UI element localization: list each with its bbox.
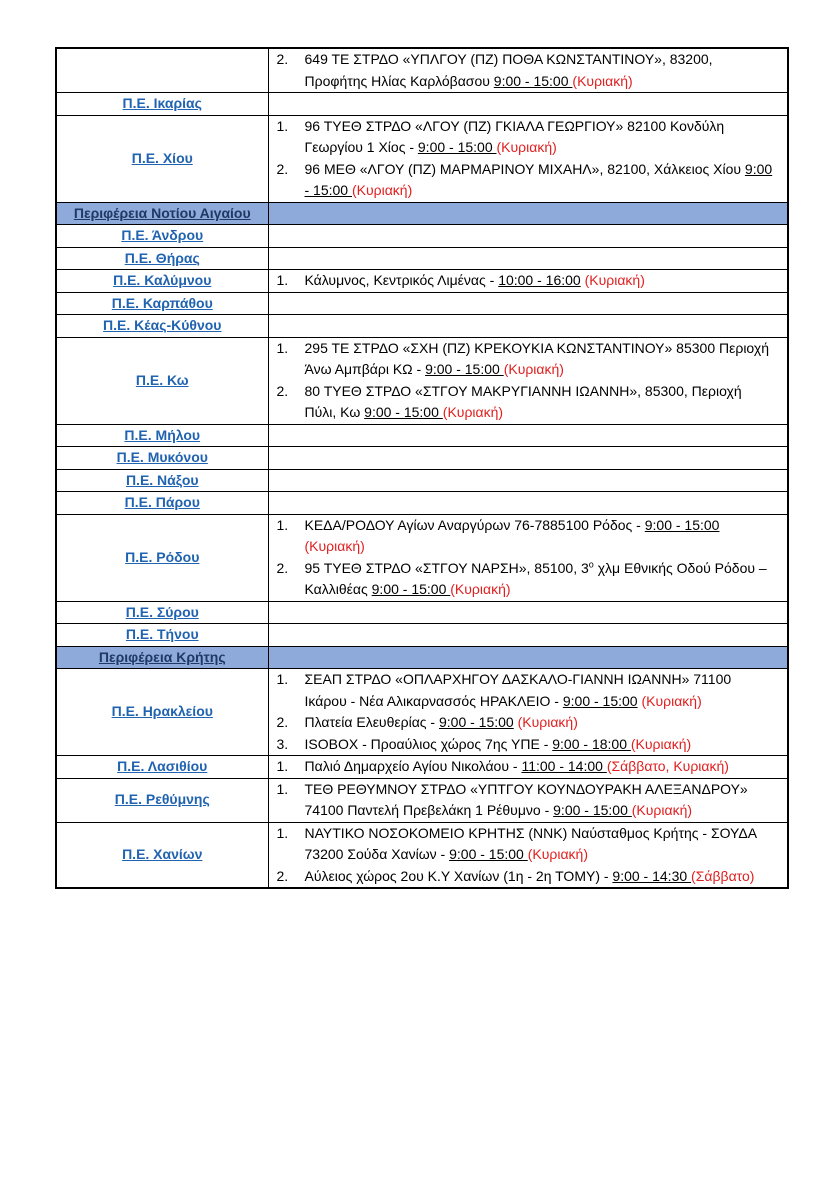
time-range: 10:00 - 16:00 — [498, 272, 581, 288]
regional-unit-cell — [56, 624, 268, 647]
list-item-text — [305, 823, 778, 866]
regional-unit-cell — [56, 115, 268, 202]
regional-unit-cell — [56, 337, 268, 424]
locations-cell — [268, 756, 788, 779]
regional-unit-link[interactable]: Π.Ε. Άνδρου — [121, 227, 204, 243]
regional-unit-link[interactable]: Π.Ε. Κέας-Κύθνου — [103, 317, 222, 333]
list-item-text — [305, 734, 778, 756]
list-item — [277, 270, 778, 292]
regional-unit-link[interactable]: Π.Ε. Καλύμνου — [113, 272, 212, 288]
regional-unit-link[interactable]: Π.Ε. Σύρου — [125, 603, 199, 620]
list-item-text — [305, 159, 778, 202]
list-item-number: 1. — [276, 671, 289, 687]
table-row — [56, 315, 788, 338]
time-range: 11:00 - 14:00 — [521, 758, 607, 774]
list-item-number: 1. — [276, 272, 289, 288]
regional-unit-cell — [56, 247, 268, 270]
regional-unit-cell — [56, 424, 268, 447]
regional-unit-link[interactable]: Π.Ε. Μήλου — [124, 426, 201, 443]
time-range: 9:00 - 15:00 — [644, 516, 720, 533]
locations-cell — [268, 778, 788, 822]
time-range: 9:00 - 15:00 — [371, 581, 451, 597]
regional-unit-cell — [56, 756, 268, 779]
regions-table — [55, 47, 789, 889]
table-row — [56, 447, 788, 470]
table-row — [56, 469, 788, 492]
regional-unit-link[interactable]: Π.Ε. Ρόδου — [125, 548, 200, 565]
regional-unit-cell — [56, 469, 268, 492]
locations-cell — [268, 270, 788, 293]
list-item — [277, 712, 778, 734]
list-item — [277, 116, 778, 159]
table-row — [56, 514, 788, 601]
location-text: 295 ΤΕ ΣΤΡΔΟ «ΣΧΗ (ΠΖ) ΚΡΕΚΟΥΚΙΑ ΚΩΝΣΤΑΝΤΙΝΟΥ» 85300 Περιοχή Άνω Αμπβάρι ΚΩ - — [304, 339, 769, 377]
day-note: (Κυριακή) — [631, 802, 693, 818]
list-item-text — [305, 779, 778, 822]
locations-cell — [268, 822, 788, 888]
regional-unit-cell — [56, 601, 268, 624]
regional-unit-link[interactable]: Π.Ε. Λασιθίου — [117, 758, 208, 774]
list-item-text — [305, 712, 778, 734]
day-note: (Κυριακή) — [450, 581, 511, 597]
time-range: 9:00 - 15:00 — [425, 361, 504, 377]
locations-cell — [268, 424, 788, 447]
location-text: ΝΑΥΤΙΚΟ ΝΟΣΟΚΟΜΕΙΟ ΚΡΗΤΗΣ (ΝΝΚ) Ναύσταθμος Κρήτης - ΣΟΥΔΑ 73200 Σούδα Χανίων - — [304, 824, 757, 862]
table-row — [56, 48, 788, 93]
list-item — [277, 669, 778, 712]
regional-unit-link[interactable]: Π.Ε. Νάξου — [125, 471, 199, 488]
table-row — [56, 115, 788, 202]
list-item-number: 1. — [276, 780, 289, 797]
regional-unit-link[interactable]: Π.Ε. Θήρας — [124, 249, 200, 266]
regional-unit-link[interactable]: Π.Ε. Κω — [135, 371, 189, 388]
regional-unit-cell — [56, 292, 268, 315]
locations-cell — [268, 247, 788, 270]
region-band-row — [56, 202, 788, 225]
time-range: 9:00 - 15:00 — [449, 846, 528, 862]
list-item — [277, 49, 778, 92]
regional-unit-link[interactable]: Π.Ε. Χανίων — [122, 846, 203, 862]
locations-cell — [268, 601, 788, 624]
location-text: 80 ΤΥΕΘ ΣΤΡΔΟ «ΣΤΓΟΥ ΜΑΚΡΥΓΙΑΝΝΗ ΙΩΑΝΝΗ», 85300, Περιοχή Πύλι, Κω — [304, 382, 742, 420]
regional-unit-link[interactable]: Π.Ε. Καρπάθου — [111, 294, 213, 311]
location-text: Παλιό Δημαρχείο Αγίου Νικολάου - — [304, 758, 522, 774]
locations-cell — [268, 48, 788, 93]
table-row — [56, 669, 788, 756]
region-band-filler-cell — [268, 202, 788, 225]
list-item-number: 1. — [276, 117, 289, 134]
locations-cell — [268, 225, 788, 248]
time-range: 9:00 - 15:00 — [364, 404, 443, 420]
list-item — [277, 866, 778, 888]
list-item-text — [305, 669, 778, 712]
list-item-text — [305, 381, 778, 424]
table-row — [56, 93, 788, 116]
regional-unit-cell — [56, 48, 268, 93]
list-item-number: 2. — [276, 160, 289, 177]
regional-unit-link[interactable]: Π.Ε. Ρεθύμνης — [114, 791, 210, 808]
list-item-text — [305, 49, 778, 92]
day-note: (Κυριακή) — [351, 182, 413, 198]
list-item-text — [305, 270, 778, 292]
location-text: 96 ΜΕΘ «ΛΓΟΥ (ΠΖ) ΜΑΡΜΑΡΙΝΟΥ ΜΙΧΑΗΛ», 82100, Χάλκειος Χίου — [304, 160, 745, 177]
list-item — [277, 823, 778, 866]
ordinal-superscript: ο — [588, 558, 594, 569]
list-item-number: 1. — [276, 339, 289, 356]
regions-table-body — [56, 48, 788, 888]
location-text: Αύλειος χώρος 2ου Κ.Υ Χανίων (1η - 2η ΤΟΜΥ) - — [304, 867, 613, 884]
list-item-number: 1. — [276, 758, 289, 774]
list-item-text — [305, 866, 778, 888]
location-text: ISOBOX - Προαύλιος χώρος 7ης ΥΠΕ - — [304, 735, 553, 752]
list-item — [277, 159, 778, 202]
regional-unit-link[interactable]: Π.Ε. Τήνου — [125, 626, 199, 642]
location-text: 95 ΤΥΕΘ ΣΤΡΔΟ «ΣΤΓΟΥ ΝΑΡΣΗ», 85100, 3 — [304, 559, 589, 576]
list-item-number: 3. — [276, 735, 289, 752]
regional-unit-link[interactable]: Π.Ε. Ηρακλείου — [111, 703, 213, 720]
list-item — [277, 779, 778, 822]
table-row — [56, 492, 788, 515]
location-text: Πλατεία Ελευθερίας - — [304, 714, 439, 730]
locations-cell — [268, 669, 788, 756]
regional-unit-cell — [56, 225, 268, 248]
time-range: 9:00 - 14:30 — [612, 867, 692, 884]
list-item-number: 2. — [276, 51, 289, 67]
day-note: (Κυριακή) — [304, 538, 365, 554]
list-item-text — [305, 756, 778, 778]
regional-unit-link[interactable]: Π.Ε. Πάρου — [124, 494, 200, 510]
table-row — [56, 624, 788, 647]
region-band-filler-cell — [268, 646, 788, 669]
regional-unit-cell — [56, 270, 268, 293]
list-item — [277, 381, 778, 424]
day-note: (Σάββατο) — [691, 867, 755, 884]
locations-cell — [268, 624, 788, 647]
day-note: (Κυριακή) — [517, 714, 578, 730]
day-note: (Σάββατο, Κυριακή) — [606, 758, 729, 774]
locations-cell — [268, 337, 788, 424]
day-note: (Κυριακή) — [630, 735, 692, 752]
regional-unit-link[interactable]: Π.Ε. Ικαρίας — [122, 95, 202, 111]
regional-unit-cell — [56, 822, 268, 888]
region-band-title: Περιφέρεια Κρήτης — [98, 648, 226, 665]
regional-unit-cell — [56, 778, 268, 822]
location-text: Κάλυμνος, Κεντρικός Λιμένας - — [304, 272, 499, 288]
locations-cell — [268, 115, 788, 202]
day-note: (Κυριακή) — [527, 846, 589, 862]
region-band-cell — [56, 646, 268, 669]
table-row — [56, 778, 788, 822]
location-text: 96 ΤΥΕΘ ΣΤΡΔΟ «ΛΓΟΥ (ΠΖ) ΓΚΙΑΛΑ ΓΕΩΡΓΙΟΥ» 82100 Κονδύλη Γεωργίου 1 Χίος - — [304, 117, 725, 155]
time-range: 9:00 - 15:00 — [438, 714, 514, 730]
region-band-title: Περιφέρεια Νοτίου Αιγαίου — [73, 204, 251, 221]
time-range: 9:00 - 15:00 — [493, 72, 573, 89]
locations-cell — [268, 93, 788, 116]
regional-unit-cell — [56, 93, 268, 116]
list-item-number: 2. — [276, 559, 289, 576]
day-note: (Κυριακή) — [442, 404, 504, 420]
time-range: 9:00 - 15:00 — [553, 802, 632, 818]
time-range: 9:00 - 15:00 — [304, 160, 773, 198]
locations-cell — [268, 492, 788, 515]
regional-unit-link[interactable]: Π.Ε. Μυκόνου — [116, 449, 208, 465]
list-item — [277, 558, 778, 601]
day-note: (Κυριακή) — [572, 72, 633, 89]
table-row — [56, 247, 788, 270]
region-band-cell — [56, 202, 268, 225]
region-band-row — [56, 646, 788, 669]
list-item-number: 1. — [276, 516, 289, 533]
regional-unit-link[interactable]: Π.Ε. Χίου — [131, 149, 193, 166]
list-item-number: 2. — [276, 714, 289, 730]
time-range: 9:00 - 15:00 — [562, 692, 638, 709]
location-text: ΣΕΑΠ ΣΤΡΔΟ «ΟΠΛΑΡΧΗΓΟΥ ΔΑΣΚΑΛΟ-ΓΙΑΝΝΗ ΙΩΑΝΝΗ» 71100 Ικάρου - Νέα Αλικαρνασσός ΗΡΑΚΛΕΙΟ - — [304, 671, 732, 709]
table-row — [56, 822, 788, 888]
locations-cell — [268, 315, 788, 338]
table-row — [56, 225, 788, 248]
table-row — [56, 601, 788, 624]
table-row — [56, 337, 788, 424]
locations-cell — [268, 514, 788, 601]
list-item — [277, 338, 778, 381]
list-item-text — [305, 558, 778, 601]
regional-unit-cell — [56, 514, 268, 601]
list-item — [277, 734, 778, 756]
location-text: χλμ Εθνικής Οδού Ρόδου – Καλλιθέας — [304, 559, 767, 597]
regional-unit-cell — [56, 315, 268, 338]
table-row — [56, 292, 788, 315]
regional-unit-cell — [56, 669, 268, 756]
location-text: ΚΕΔΑ/ΡΟΔΟΥ Αγίων Αναργύρων 76-7885100 Ρόδος - — [304, 516, 645, 533]
table-row — [56, 424, 788, 447]
location-text: ΤΕΘ ΡΕΘΥΜΝΟΥ ΣΤΡΔΟ «ΥΠΤΓΟΥ ΚΟΥΝΔΟΥΡΑΚΗ ΑΛΕΞΑΝΔΡΟΥ» 74100 Παντελή Πρεβελάκη 1 Ρέθυμνο - — [304, 780, 748, 818]
list-item-text — [305, 515, 778, 558]
time-range: 9:00 - 18:00 — [552, 735, 631, 752]
list-item-number: 2. — [276, 382, 289, 399]
location-text: 649 ΤΕ ΣΤΡΔΟ «ΥΠΛΓΟΥ (ΠΖ) ΠΟΘΑ ΚΩΝΣΤΑΝΤΙΝΟΥ», 83200, Προφήτης Ηλίας Καρλόβασου — [304, 51, 713, 89]
day-note: (Κυριακή) — [641, 692, 702, 709]
day-note: (Κυριακή) — [584, 272, 645, 288]
time-range: 9:00 - 15:00 — [417, 139, 497, 155]
list-item — [277, 515, 778, 558]
list-item-text — [305, 338, 778, 381]
regional-unit-cell — [56, 447, 268, 470]
regional-unit-cell — [56, 492, 268, 515]
table-row — [56, 756, 788, 779]
day-note: (Κυριακή) — [496, 139, 557, 155]
locations-cell — [268, 469, 788, 492]
locations-cell — [268, 292, 788, 315]
list-item — [277, 756, 778, 778]
locations-cell — [268, 447, 788, 470]
list-item-number: 2. — [276, 867, 289, 884]
list-item-number: 1. — [276, 824, 289, 841]
day-note: (Κυριακή) — [503, 361, 564, 377]
list-item-text — [305, 116, 778, 159]
table-row — [56, 270, 788, 293]
